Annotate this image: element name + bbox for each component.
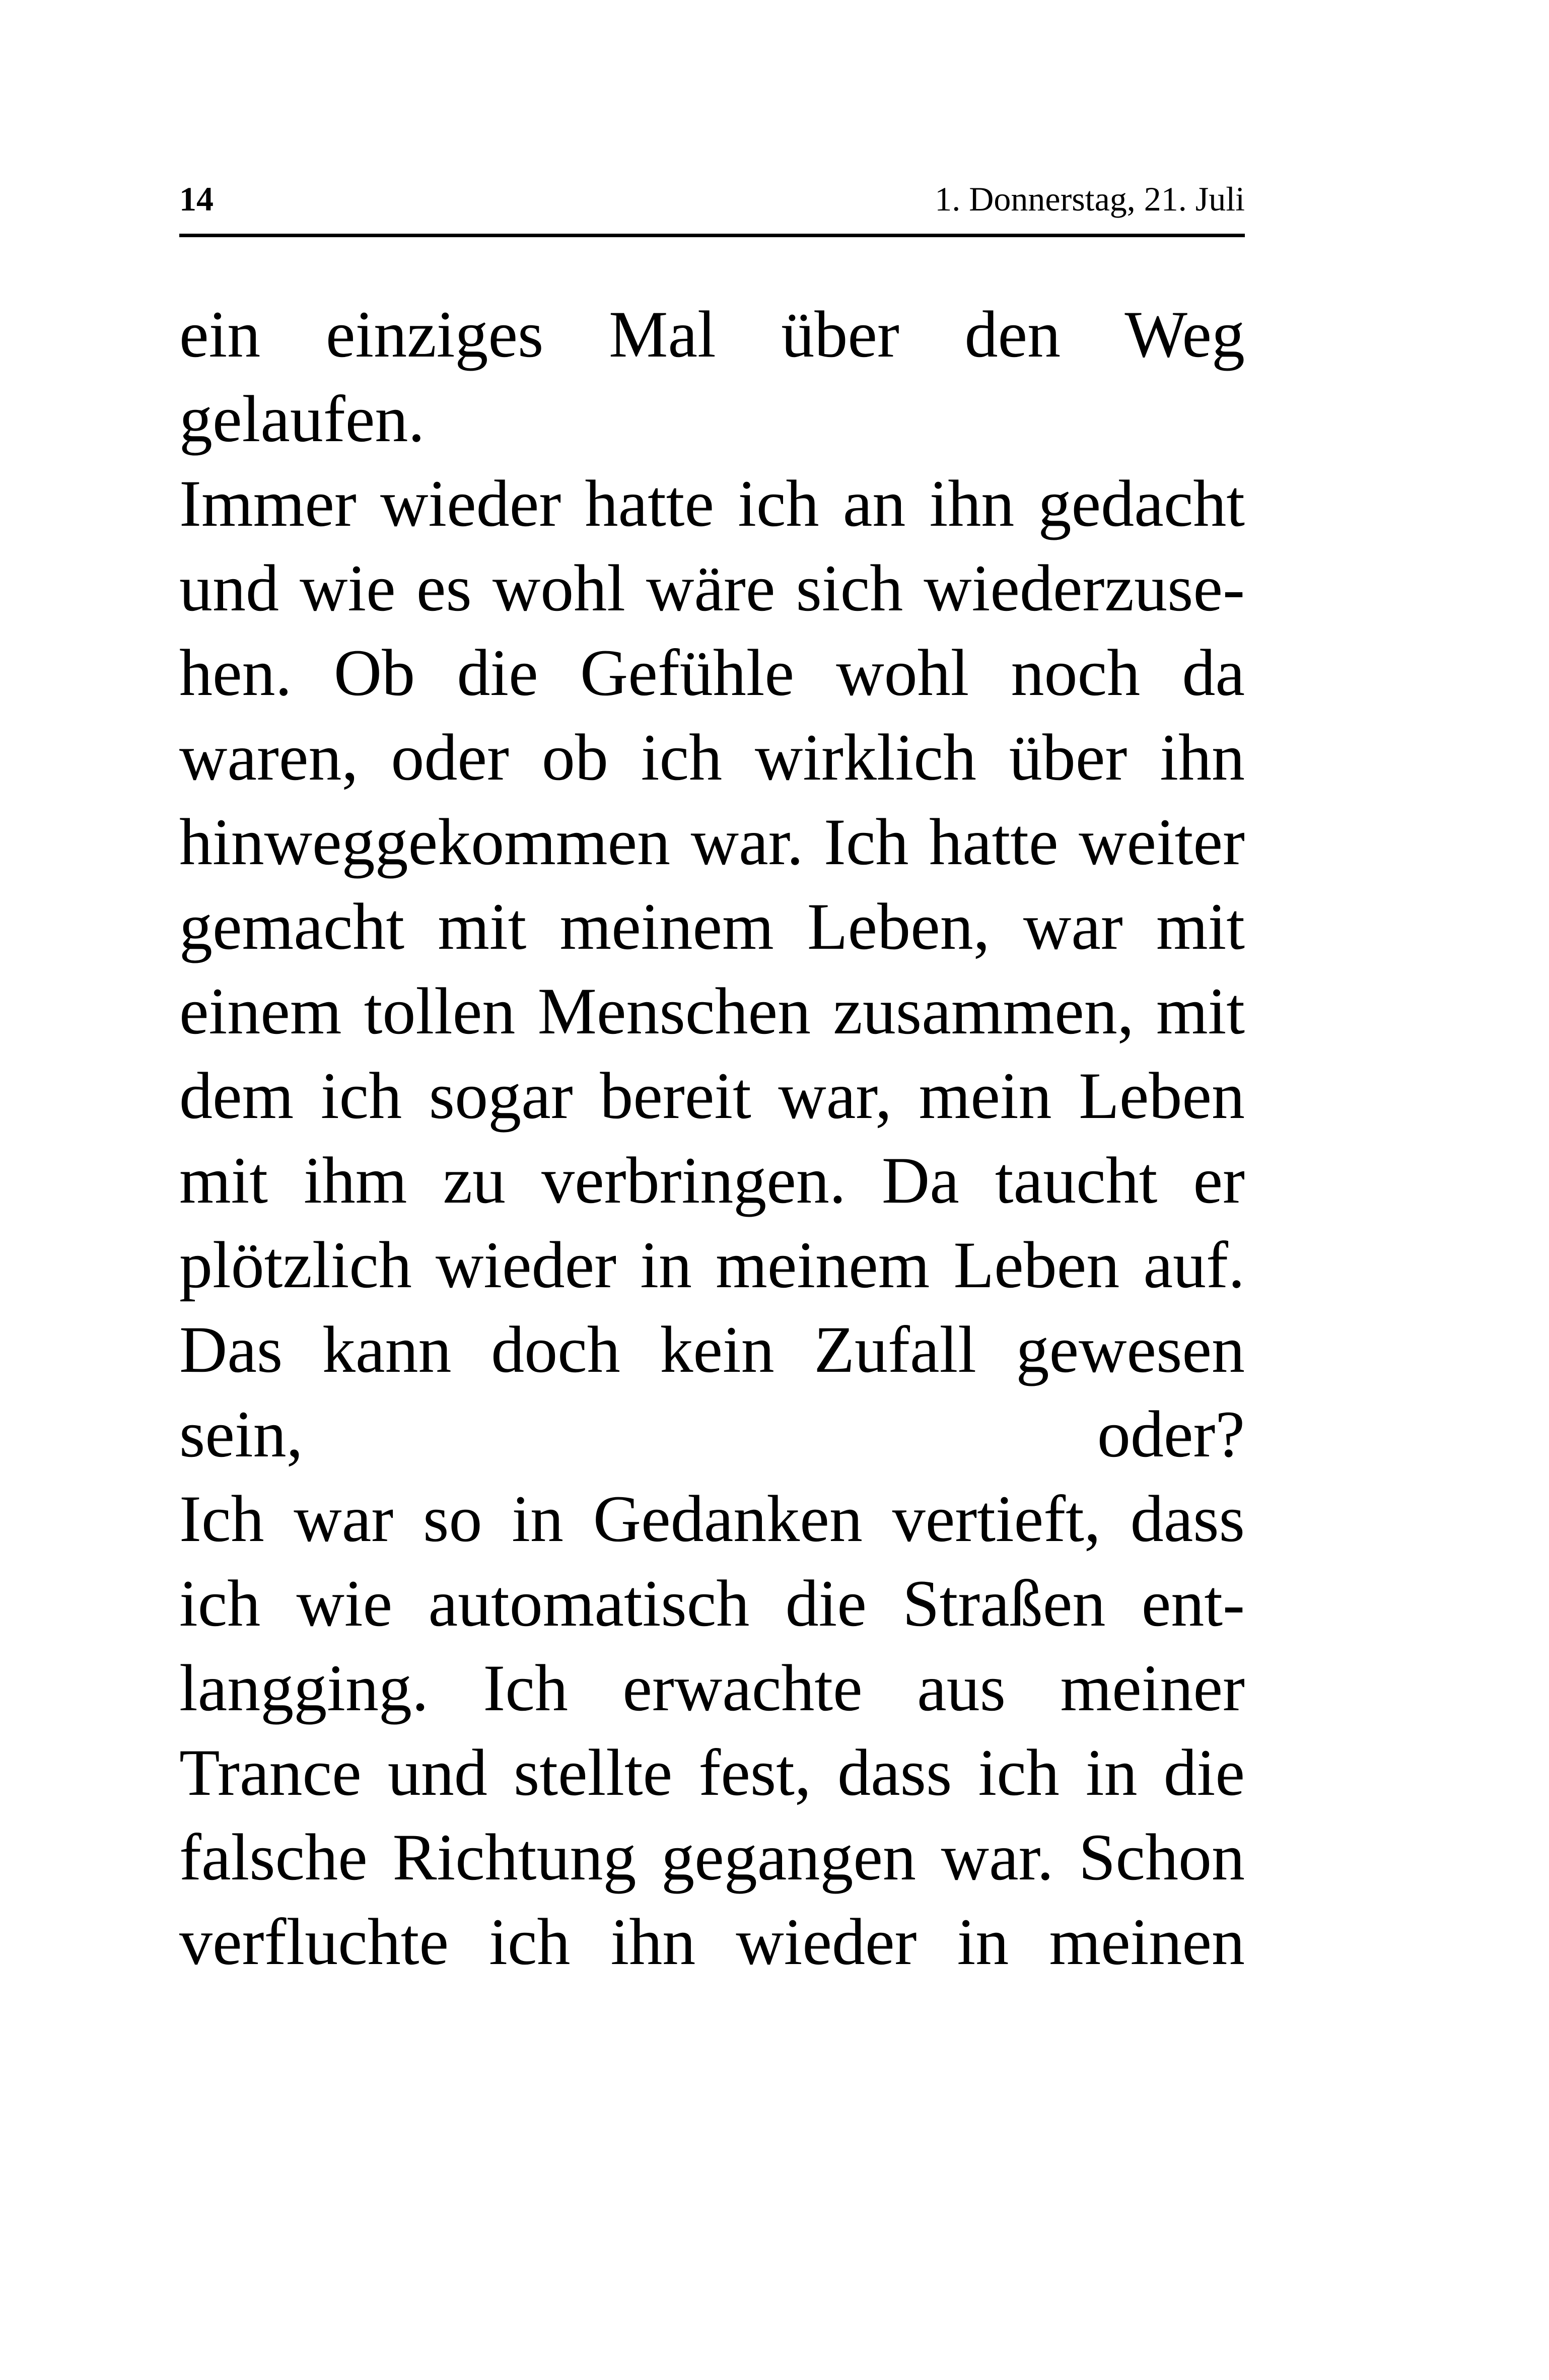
text-line: Immer wieder hatte ich an ihn gedacht	[179, 466, 1245, 540]
text-line: sein, oder?	[179, 1397, 1245, 1471]
text-line: einem tollen Menschen zusammen, mit	[179, 974, 1245, 1048]
text-line: Das kann doch kein Zufall gewesen	[179, 1312, 1245, 1386]
text-line: und wie es wohl wäre sich wiederzuse-	[179, 551, 1245, 625]
text-line: langging. Ich erwachte aus meiner	[179, 1651, 1245, 1725]
text-line: plötzlich wieder in meinem Leben auf.	[179, 1228, 1245, 1302]
chapter-title: 1. Donnerstag, 21. Juli	[935, 180, 1245, 218]
text-line: hinweggekommen war. Ich hatte weiter	[179, 805, 1245, 879]
text-line: waren, oder ob ich wirklich über ihn	[179, 720, 1245, 794]
header-rule	[179, 234, 1245, 237]
text-line: Trance und stellte fest, dass ich in die	[179, 1735, 1245, 1809]
text-line: verfluchte ich ihn wieder in meinen	[179, 1905, 1245, 1979]
text-line: ich wie automatisch die Straßen ent-	[179, 1566, 1245, 1640]
text-line: gemacht mit meinem Leben, war mit	[179, 889, 1245, 963]
text-line: mit ihm zu verbringen. Da taucht er	[179, 1143, 1245, 1217]
text-line: gelaufen.	[179, 382, 425, 456]
text-line: hen. Ob die Gefühle wohl noch da	[179, 636, 1245, 710]
body-text	[179, 292, 1245, 1984]
text-line: Ich war so in Gedanken vertieft, dass	[179, 1482, 1245, 1556]
text-line: falsche Richtung gegangen war. Schon	[179, 1820, 1245, 1894]
text-line: ein einziges Mal über den Weg	[179, 297, 1245, 371]
running-head	[179, 171, 1245, 227]
page-number: 14	[179, 180, 214, 218]
text-line: dem ich sogar bereit war, mein Leben	[179, 1059, 1245, 1133]
